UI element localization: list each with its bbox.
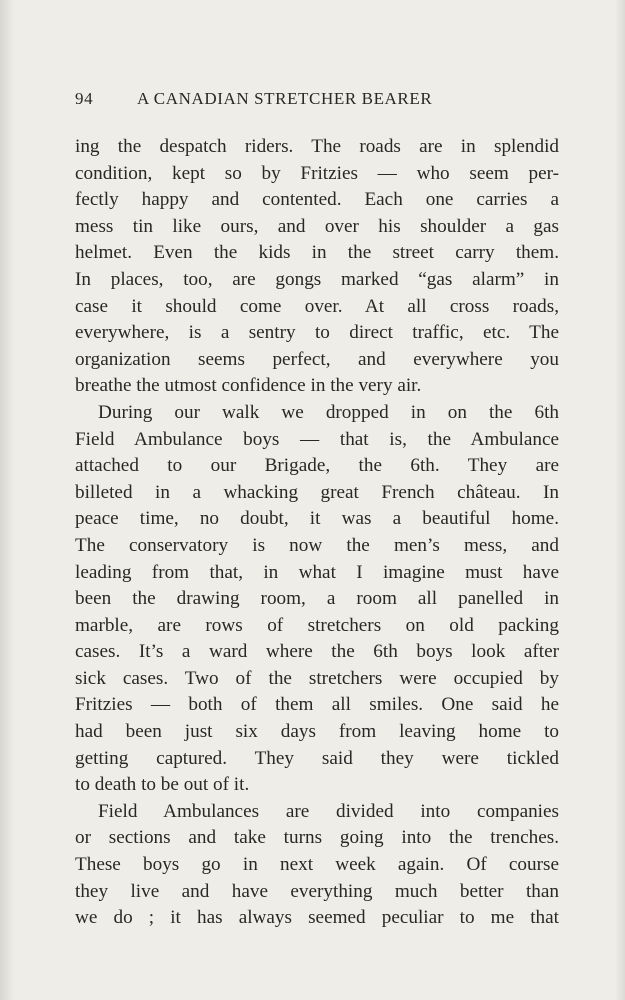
text-line: Fritzies — both of them all smiles. One said he xyxy=(75,694,559,716)
text-line: to death to be out of it. xyxy=(75,774,250,796)
text-line: attached to our Brigade, the 6th. They are xyxy=(75,455,559,477)
text-line: we do ; it has always seemed peculiar to me that xyxy=(75,907,559,929)
text-line: The conservatory is now the men’s mess, and xyxy=(75,534,559,556)
text-line: billeted in a whacking great French château. In xyxy=(75,481,559,503)
paragraph-3 xyxy=(75,799,559,932)
paragraph-1 xyxy=(75,134,559,400)
page-number: 94 xyxy=(75,89,94,108)
text-line: fectly happy and contented. Each one carries a xyxy=(75,189,559,211)
text-line: During our walk we dropped in on the 6th xyxy=(98,401,559,423)
text-line: Field Ambulance boys — that is, the Ambulance xyxy=(75,428,559,450)
text-line: they live and have everything much better than xyxy=(75,880,559,902)
text-line: organization seems perfect, and everywhere you xyxy=(75,348,559,370)
text-line: getting captured. They said they were tickled xyxy=(75,747,559,769)
text-line: leading from that, in what I imagine must have xyxy=(75,561,559,583)
text-line: helmet. Even the kids in the street carry them. xyxy=(75,242,559,264)
text-line: ing the despatch riders. The roads are in splendid xyxy=(75,136,559,157)
text-line: or sections and take turns going into the trenches. xyxy=(75,827,559,849)
text-line: had been just six days from leaving home to xyxy=(75,721,559,743)
page-edge-shadow-right xyxy=(615,0,625,1000)
text-line: case it should come over. At all cross roads, xyxy=(75,295,559,317)
body-text xyxy=(75,134,559,932)
text-line: sick cases. Two of the stretchers were occupied by xyxy=(75,667,559,689)
text-line: mess tin like ours, and over his shoulder a gas xyxy=(75,215,559,237)
text-line: everywhere, is a sentry to direct traffic, etc. The xyxy=(75,322,559,344)
text-line: These boys go in next week again. Of course xyxy=(75,854,559,876)
text-line: cases. It’s a ward where the 6th boys look after xyxy=(75,641,559,663)
text-line: condition, kept so by Fritzies — who seem per- xyxy=(75,162,559,184)
text-line: marble, are rows of stretchers on old packing xyxy=(75,614,559,636)
running-title: A CANADIAN STRETCHER BEARER xyxy=(137,89,433,108)
paragraph-2 xyxy=(75,400,559,799)
text-line: Field Ambulances are divided into companies xyxy=(98,800,559,822)
running-header xyxy=(75,89,565,109)
page-edge-shadow-left xyxy=(0,0,14,1000)
text-line: breathe the utmost confidence in the very air. xyxy=(75,375,422,397)
text-line: In places, too, are gongs marked “gas alarm” in xyxy=(75,268,559,290)
text-line: peace time, no doubt, it was a beautiful home. xyxy=(75,508,559,530)
text-line: been the drawing room, a room all panelled in xyxy=(75,588,559,610)
